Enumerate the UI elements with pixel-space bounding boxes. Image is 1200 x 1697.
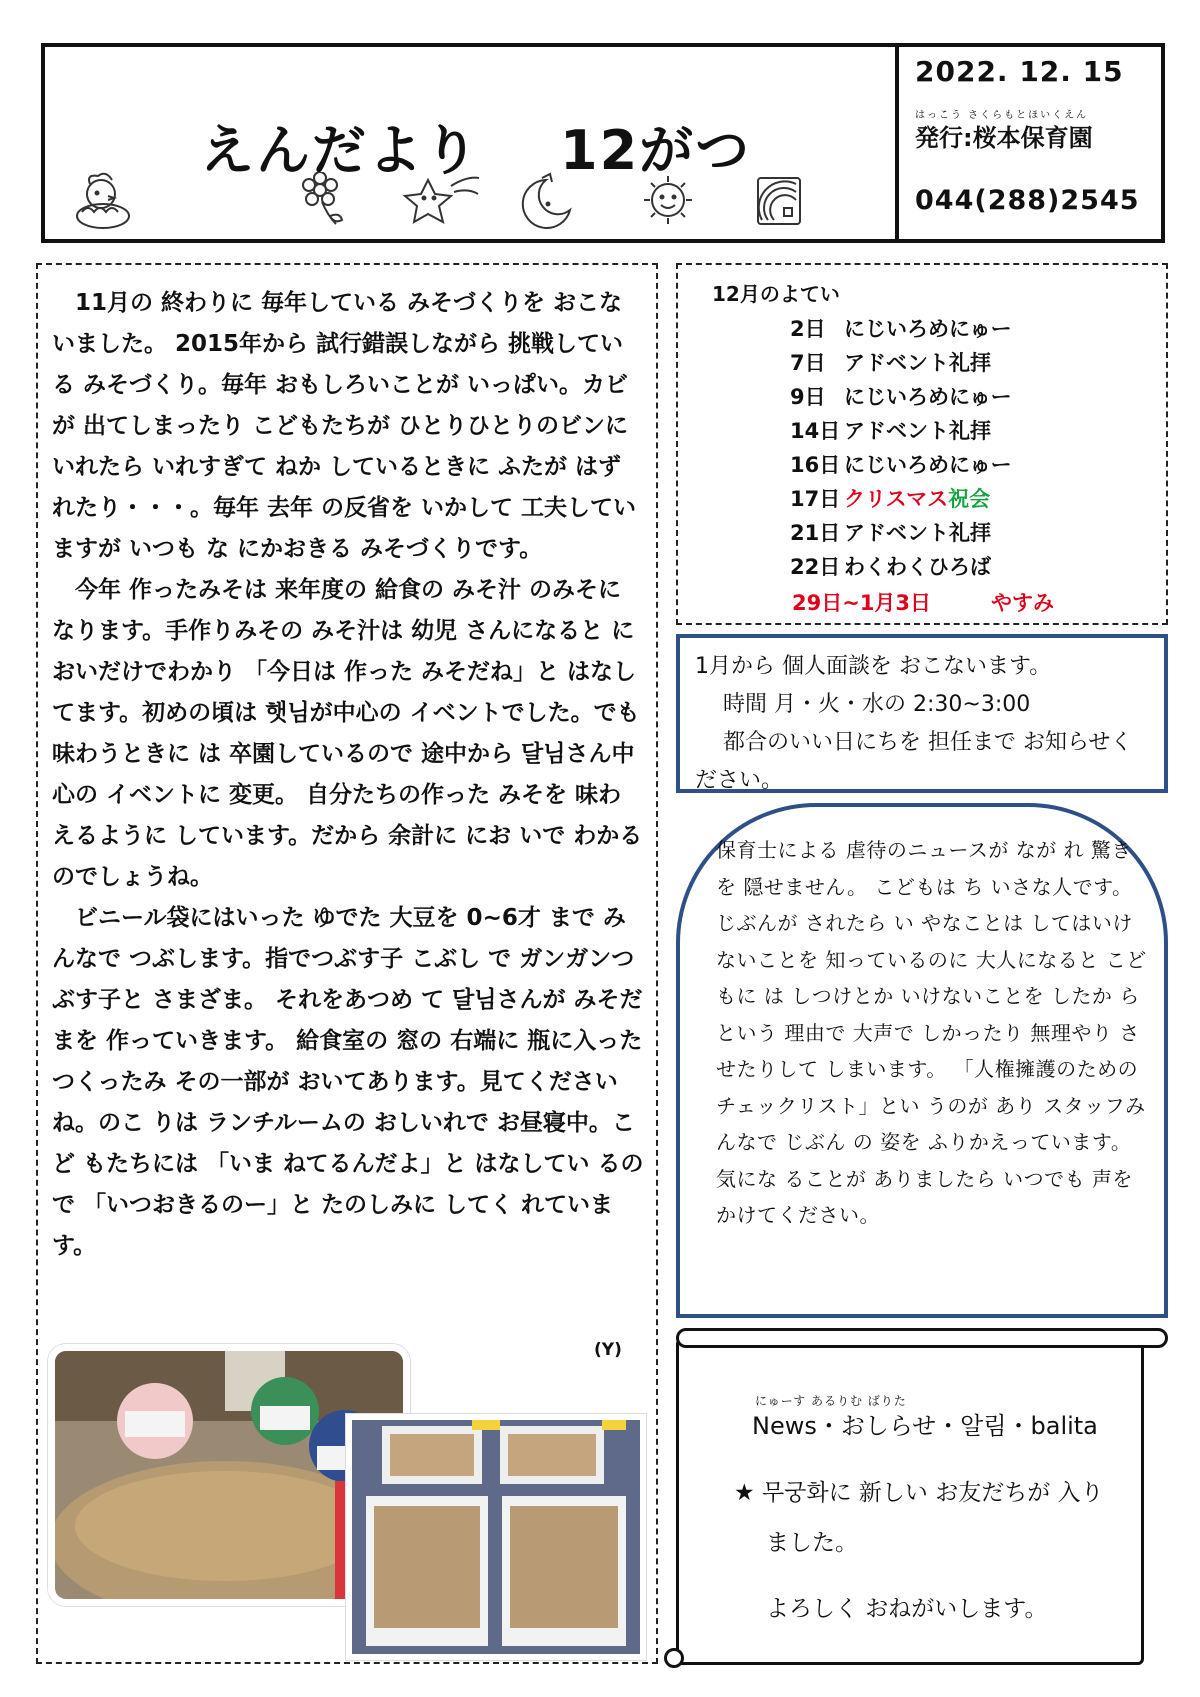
schedule-event: アドベント礼拝 xyxy=(844,351,991,375)
schedule-day: 7日 xyxy=(790,351,826,375)
star-icon: ★ xyxy=(734,1480,755,1506)
title-month: 12がつ xyxy=(560,119,752,182)
schedule-row xyxy=(790,415,991,445)
schedule-day: 9日 xyxy=(790,385,826,409)
news-title-ruby: にゅーす あるりむ ばりた xyxy=(755,1394,907,1408)
schedule-event: にじいろめにゅー xyxy=(844,453,1012,477)
publisher-ruby: はっこう さくらもとほいくえん xyxy=(915,110,1089,121)
miso-containers-photo-art xyxy=(352,1420,640,1654)
article-paragraph-3: ビニール袋にはいった ゆでた 大豆を 0~6才 まで みんなで つぶします。指でつぶす子 こぶし で ガンガンつぶす子と さまざま。 それをあつめ て 달님さんが みそだまを 作っていきます。 給食室の 窓の 右端に 瓶に入った つくったみ その一部が おいてあります。見てくださいね。のこ りは ランチルームの おしいれで お昼寝中。こど もたちには 「いま ねてるんだよ」と はなしてい るので 「いつおきるのー」と たのしみに してく れています。 xyxy=(52,905,644,1259)
miso-containers-photo xyxy=(346,1414,646,1660)
article-signature: (Y) xyxy=(594,1340,622,1360)
bird-in-nest-icon xyxy=(77,174,129,228)
news-line: よろしく おねがいします。 xyxy=(766,1596,1048,1622)
schedule-row xyxy=(790,347,991,377)
news-line xyxy=(734,1474,1104,1507)
schedule-event-christmas: クリスマス xyxy=(844,487,949,511)
schedule-row xyxy=(790,381,1012,411)
schedule-row-christmas xyxy=(790,483,990,513)
schedule-day: 29日~1月3日 xyxy=(792,591,932,615)
news-line: ました。 xyxy=(766,1530,858,1556)
schedule-row-holiday xyxy=(792,587,1054,617)
header-icons xyxy=(68,172,868,232)
interview-text xyxy=(695,648,1155,800)
schedule-day: 2日 xyxy=(790,317,826,341)
article-paragraph-2: 今年 作ったみそは 来年度の 給食の みそ汁 のみそに なります。手作りみその みそ汁は 幼児 さんになると においだけでわかり 「今日は 作った みそだね」と はなしてます。初めの頃は 햇님が中心の イベントでした。でも 味わうときに は 卒園しているので 途中から 달님さん中心の イベントに 変更。 自分たちの作った みそを 味わえるように しています。だから 余計に にお いで わかるのでしょうね。 xyxy=(52,577,643,890)
article-paragraph-1: 11月の 終わりに 毎年している みそづくりを おこないました。 2015年から 試行錯誤しながら 挑戦している みそづくり。毎年 おもしろいことが いっぱい。カビが 出てしまったり こどもたちが ひとりひとりのビンに いれたら いれすぎて ねか しているときに ふたが はずれたり・・・。毎年 去年 の反省を いかして 工夫していますが いつも な にかおきる みそづくりです。 xyxy=(52,290,637,562)
news-scroll-roll xyxy=(676,1328,1168,1348)
schedule-row xyxy=(790,449,1012,479)
schedule-day: 17日 xyxy=(790,487,841,511)
article-text xyxy=(52,283,644,1267)
rainbow-icon xyxy=(758,178,800,224)
schedule-event: わくわくひろば xyxy=(844,555,991,579)
schedule-event: やすみ xyxy=(991,591,1055,615)
header-divider xyxy=(895,43,899,243)
phone-number: 044(288)2545 xyxy=(915,185,1140,216)
publisher: 発行:桜本保育園 xyxy=(915,124,1093,152)
star-icon xyxy=(405,178,479,222)
news-scroll-curl xyxy=(664,1648,684,1668)
news-title: News・おしらせ・알림・balita xyxy=(752,1412,1098,1440)
schedule-day: 22日 xyxy=(790,555,841,579)
schedule-day: 16日 xyxy=(790,453,841,477)
schedule-row xyxy=(790,551,991,581)
issue-date: 2022. 12. 15 xyxy=(915,55,1124,88)
interview-line: ださい。 xyxy=(695,768,784,793)
interview-time: 時間 月・火・水の 2:30~3:00 xyxy=(723,692,1031,717)
flower-icon xyxy=(303,172,342,224)
title-text: えんだより xyxy=(200,119,480,182)
schedule-event: アドベント礼拝 xyxy=(844,521,991,545)
schedule-day: 21日 xyxy=(790,521,841,545)
schedule-event-celebration: 祝会 xyxy=(948,487,991,511)
schedule-event: にじいろめにゅー xyxy=(844,385,1012,409)
sun-icon xyxy=(644,176,692,224)
schedule-title: 12月のよてい xyxy=(712,282,840,306)
interview-line: 都合のいい日にちを 担任まで お知らせく xyxy=(723,730,1133,755)
schedule-event: アドベント礼拝 xyxy=(844,419,991,443)
interview-line: 1月から 個人面談を おこないます。 xyxy=(695,654,1052,679)
schedule-day: 14日 xyxy=(790,419,841,443)
schedule-event: にじいろめにゅー xyxy=(844,317,1012,341)
schedule-row xyxy=(790,313,1012,343)
moon-icon xyxy=(523,174,570,228)
news-text: 무궁화に 新しい お友だちが 入り xyxy=(761,1480,1104,1506)
notice-text: 保育士による 虐待のニュースが なが れ 驚きを 隠せません。 こどもは ち いさな人です。 じぶんが されたら い やなことは してはいけないことを 知っているのに 大人になると こどもに は しつけとか いけないことを したか ら という 理由で 大声で しかったり 無理やり させたりして しまいます。 「人権擁護のためのチェックリスト」とい うのが あり スタッフみんなで じぶん の 姿を ふりかえっています。 気にな ることが ありましたら いつでも 声を かけてください。 xyxy=(716,838,1147,1227)
schedule-row xyxy=(790,517,991,547)
